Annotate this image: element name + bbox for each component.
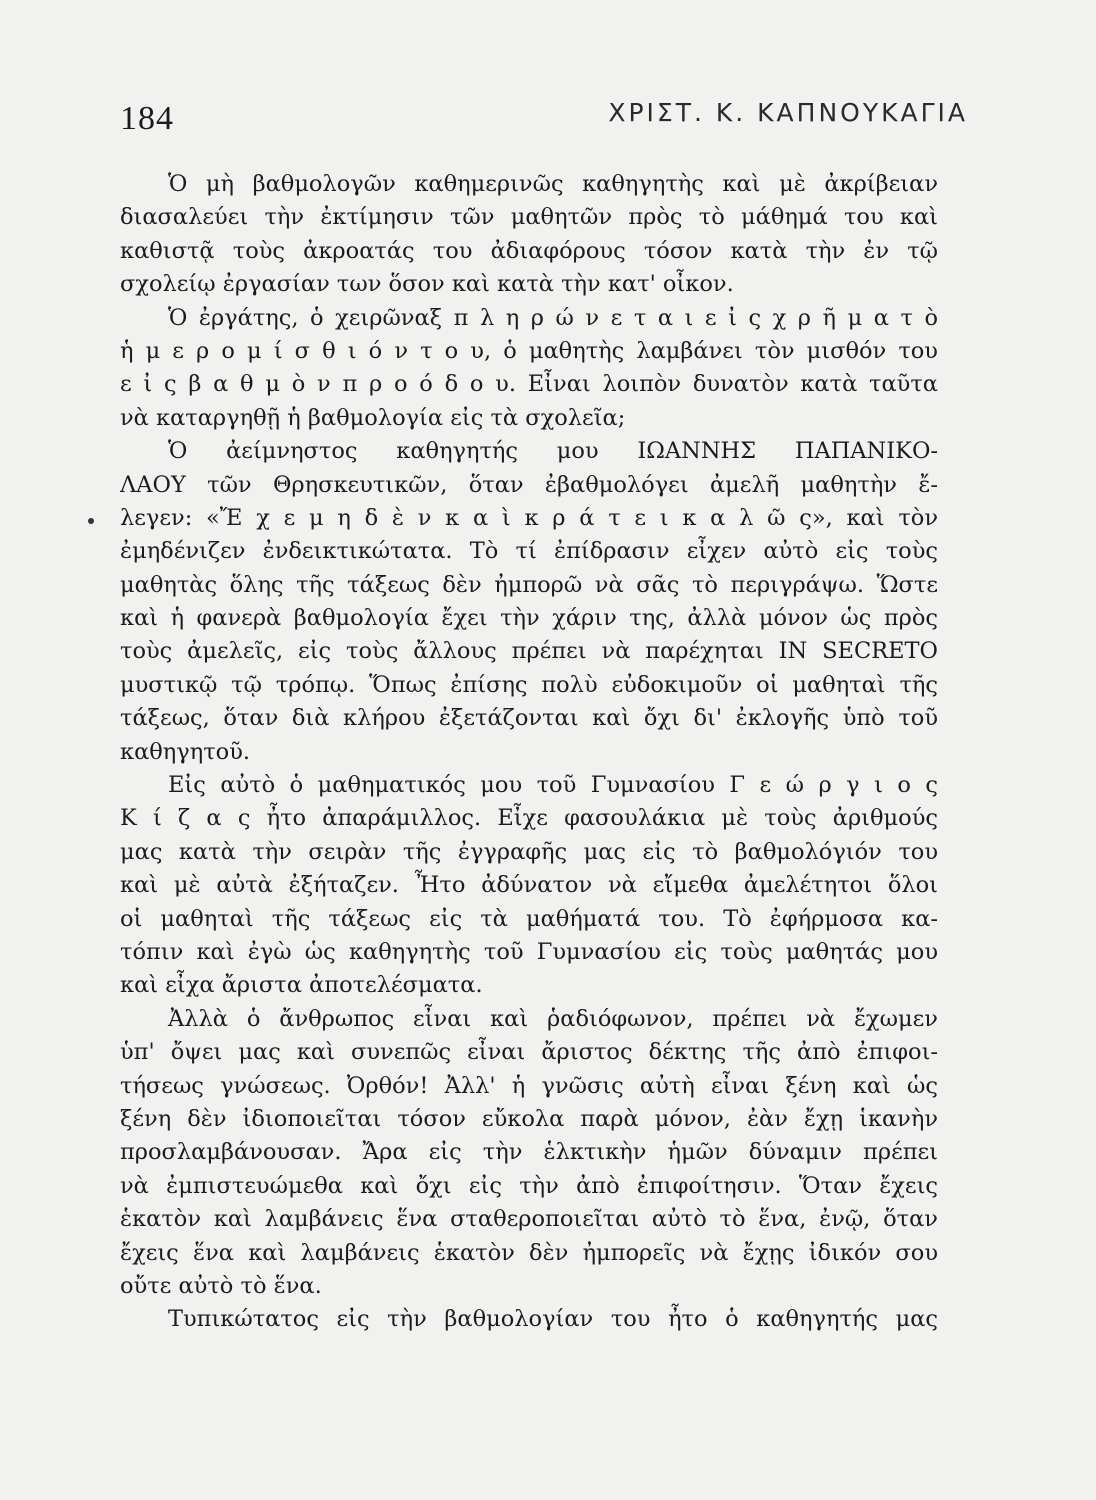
text-line: Εἰς αὐτὸ ὁ μαθηματικός μου τοῦ Γυμνασίου Γ ε ώ ρ γ ι ο ς [168, 772, 938, 799]
text-line: ἡ μ ε ρ ο μ ί σ θ ι ό ν τ ο υ, ὁ μαθητὴς λαμβάνει τὸν μισθόν του [120, 337, 938, 364]
page-number: 184 [120, 100, 174, 137]
text-line: μας κατὰ τὴν σειρὰν τῆς ἐγγραφῆς μας εἰς τὸ βαθμολόγιόν του [120, 838, 938, 865]
text-line: καθηγητοῦ. [120, 738, 251, 765]
body-text [120, 168, 938, 1337]
text-line: ΛΑΟΥ τῶν Θρησκευτικῶν, ὅταν ἐβαθμολόγει ἀμελῆ μαθητὴν ἔ- [120, 471, 938, 498]
text-line: καὶ ἡ φανερὰ βαθμολογία ἔχει τὴν χάριν της, ἀλλὰ μόνον ὡς πρὸς [120, 605, 938, 632]
text-line: Κ ί ζ α ς ἦτο ἀπαράμιλλος. Εἶχε φασουλάκια μὲ τοὺς ἀριθμούς [120, 805, 938, 832]
text-line: τάξεως, ὅταν διὰ κλήρου ἐξετάζονται καὶ ὄχι δι' ἐκλογῆς ὑπὸ τοῦ [120, 705, 938, 732]
text-line: Ἀλλὰ ὁ ἄνθρωπος εἶναι καὶ ῥαδιόφωνον, πρέπει νὰ ἔχωμεν [168, 1005, 938, 1032]
text-line: ἔχεις ἕνα καὶ λαμβάνεις ἑκατὸν δὲν ἠμπορεῖς νὰ ἔχῃς ἰδικόν σου [120, 1239, 938, 1266]
text-line: ε ἰ ς β α θ μ ὸ ν π ρ ο ό δ ο υ. Εἶναι λοιπὸν δυνατὸν κατὰ ταῦτα [120, 371, 938, 398]
text-line: Ὁ ἐργάτης, ὁ χειρῶναξ π λ η ρ ώ ν ε τ α ι ε ἰ ς χ ρ ῆ μ α τ ὸ [168, 304, 938, 331]
text-line: διασαλεύει τὴν ἐκτίμησιν τῶν μαθητῶν πρὸς τὸ μάθημά του καὶ [120, 204, 938, 231]
text-line: ἑκατὸν καὶ λαμβάνεις ἕνα σταθεροποιεῖται αὐτὸ τὸ ἕνα, ἐνῷ, ὅταν [120, 1206, 938, 1233]
text-line: τόπιν καὶ ἐγὼ ὡς καθηγητὴς τοῦ Γυμνασίου εἰς τοὺς μαθητάς μου [120, 938, 938, 965]
text-line: ξένη δὲν ἰδιοποιεῖται τόσον εὔκολα παρὰ μόνον, ἐὰν ἔχῃ ἱκανὴν [120, 1105, 938, 1132]
text-line: καθιστᾷ τοὺς ἀκροατάς του ἀδιαφόρους τόσον κατὰ τὴν ἐν τῷ [120, 237, 938, 264]
text-line: νὰ καταργηθῇ ἡ βαθμολογία εἰς τὰ σχολεῖα; [120, 404, 626, 431]
text-line: καὶ μὲ αὐτὰ ἐξήταζεν. Ἦτο ἀδύνατον νὰ εἴμεθα ἀμελέτητοι ὅλοι [120, 872, 938, 899]
text-line: προσλαμβάνουσαν. Ἄρα εἰς τὴν ἑλκτικὴν ἡμῶν δύναμιν πρέπει [120, 1139, 938, 1166]
text-line: νὰ ἐμπιστευώμεθα καὶ ὄχι εἰς τὴν ἀπὸ ἐπιφοίτησιν. Ὅταν ἔχεις [120, 1172, 938, 1199]
text-line: μαθητὰς ὅλης τῆς τάξεως δὲν ἠμπορῶ νὰ σᾶς τὸ περιγράψω. Ὥστε [120, 571, 938, 598]
text-line: καὶ εἶχα ἄριστα ἀποτελέσματα. [120, 972, 483, 999]
text-line: λεγεν: «Ἔ χ ε μ η δ ὲ ν κ α ὶ κ ρ ά τ ε ι κ α λ ῶ ς», καὶ τὸν [120, 504, 938, 531]
text-line: οἱ μαθηταὶ τῆς τάξεως εἰς τὰ μαθήματά του. Τὸ ἐφήρμοσα κα- [120, 905, 938, 932]
text-line: Ὁ ἀείμνηστος καθηγητής μου ΙΩΑΝΝΗΣ ΠΑΠΑΝΙΚΟ- [168, 438, 938, 465]
text-line: σχολείῳ ἐργασίαν των ὅσον καὶ κατὰ τὴν κατ' οἶκον. [120, 271, 734, 298]
text-line: μυστικῷ τῷ τρόπῳ. Ὅπως ἐπίσης πολὺ εὐδοκιμοῦν οἱ μαθηταὶ τῆς [120, 671, 938, 698]
text-line: τοὺς ἀμελεῖς, εἰς τοὺς ἄλλους πρέπει νὰ παρέχηται IN SECRETO [120, 638, 938, 665]
text-line: Τυπικώτατος εἰς τὴν βαθμολογίαν του ἦτο ὁ καθηγητής μας [168, 1306, 938, 1333]
text-line: οὔτε αὐτὸ τὸ ἕνα. [120, 1272, 322, 1299]
text-line: τήσεως γνώσεως. Ὀρθόν! Ἀλλ' ἡ γνῶσις αὐτὴ εἶναι ξένη καὶ ὡς [120, 1072, 938, 1099]
margin-mark [88, 518, 94, 524]
running-head: ΧΡΙΣΤ. Κ. ΚΑΠΝΟΥΚΑΓΙΑ [608, 98, 968, 127]
text-line: Ὁ μὴ βαθμολογῶν καθημερινῶς καθηγητὴς καὶ μὲ ἀκρίβειαν [168, 171, 938, 197]
text-line: ὑπ' ὄψει μας καὶ συνεπῶς εἶναι ἄριστος δέκτης τῆς ἀπὸ ἐπιφοι- [120, 1039, 938, 1066]
text-line: ἐμηδένιζεν ἐνδεικτικώτατα. Τὸ τί ἐπίδρασιν εἶχεν αὐτὸ εἰς τοὺς [120, 538, 938, 565]
